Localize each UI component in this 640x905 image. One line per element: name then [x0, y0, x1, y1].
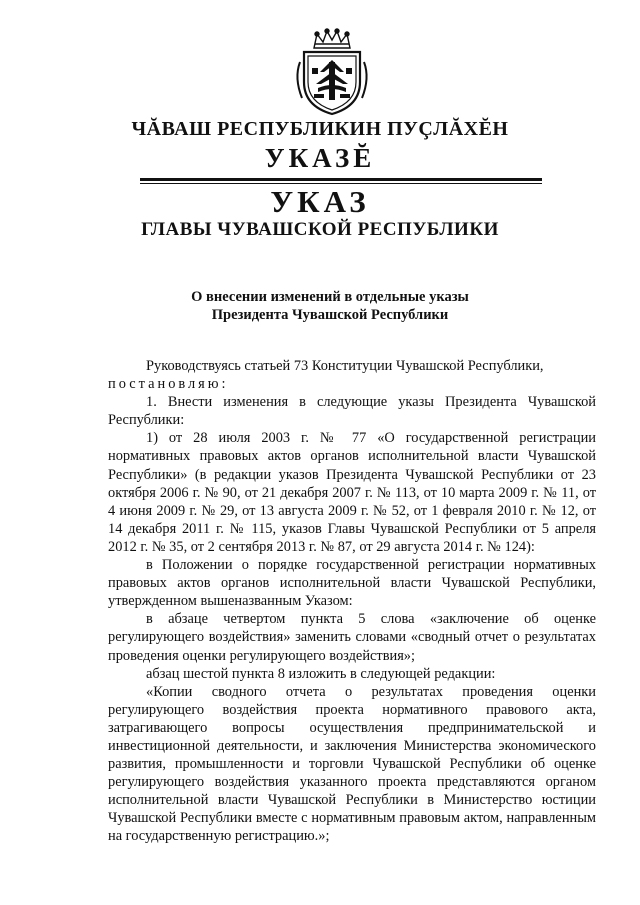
document-title	[150, 288, 510, 324]
paragraph-amendment-2: абзац шестой пункта 8 изложить в следующей редакции:	[146, 665, 496, 682]
chuvash-header-line: ЧĂВАШ РЕСПУБЛИКИН ПУÇЛĂХĔН	[131, 118, 509, 140]
paragraph-preamble: Руководствуясь статьей 73 Конституции Чувашской Республики,	[146, 358, 544, 374]
issuer-heading: ГЛАВЫ ЧУВАШСКОЙ РЕСПУБЛИКИ	[141, 219, 499, 240]
paragraph-quoted-text: «Копии сводного отчета о результатах проведения оценки регулирующего воздействия проекта нормативного правового акта, затрагивающего вопросы осуществления предпринимательской и инвестиционной деятельности, и заключения Министерства экономического развития, промышленности и торговли Чувашской Республики об оценке регулирующего воздействия указанного проекта представляются органом исполнительной власти Чувашской Республики в Министерство юстиции Чувашской Республики вместе с нормативным правовым актом, направленным на государственную регистрацию.»;	[108, 683, 596, 845]
document-title-line-2: Президента Чувашской Республики	[211, 307, 449, 323]
paragraph-amendment-1: в абзаце четвертом пункта 5 слова «заключение об оценке регулирующего воздействия» заменить словами «сводный отчет о результатах проведения оценки регулирующего воздействия»;	[108, 611, 596, 664]
header-divider-thick	[140, 178, 542, 181]
paragraph-subitem-1: 1) от 28 июля 2003 г. № 77 «О государственной регистрации нормативных правовых актов органов исполнительной власти Чувашской Республики» (в редакции указов Президента Чувашской Республики от 23 октября 2006 г. № 90, от 21 декабря 2007 г. № 113, от 10 марта 2009 г. № 11, от 4 июня 2009 г. № 29, от 13 августа 2009 г. № 52, от 1 февраля 2010 г. № 12, от 14 декабря 2011 г. № 115, указов Главы Чувашской Республики от 5 апреля 2012 г. № 35, от 2 сентября 2013 г. № 87, от 29 августа 2014 г. № 124):	[108, 430, 596, 555]
document-body	[108, 357, 596, 846]
paragraph-item-1: 1. Внести изменения в следующие указы Президента Чувашской Республики:	[108, 394, 596, 429]
decree-heading: УКАЗ	[270, 184, 370, 219]
document-title-line-1: О внесении изменений в отдельные указы	[191, 289, 469, 305]
paragraph-decree-word: постановляю:	[108, 376, 229, 393]
coat-of-arms-emblem	[290, 28, 374, 116]
paragraph-regulation: в Положении о порядке государственной регистрации нормативных правовых актов органов исполнительной власти Чувашской Республики, утвержденном вышеназванным Указом:	[108, 557, 596, 610]
chuvash-decree-heading: УКАЗĔ	[264, 143, 376, 173]
